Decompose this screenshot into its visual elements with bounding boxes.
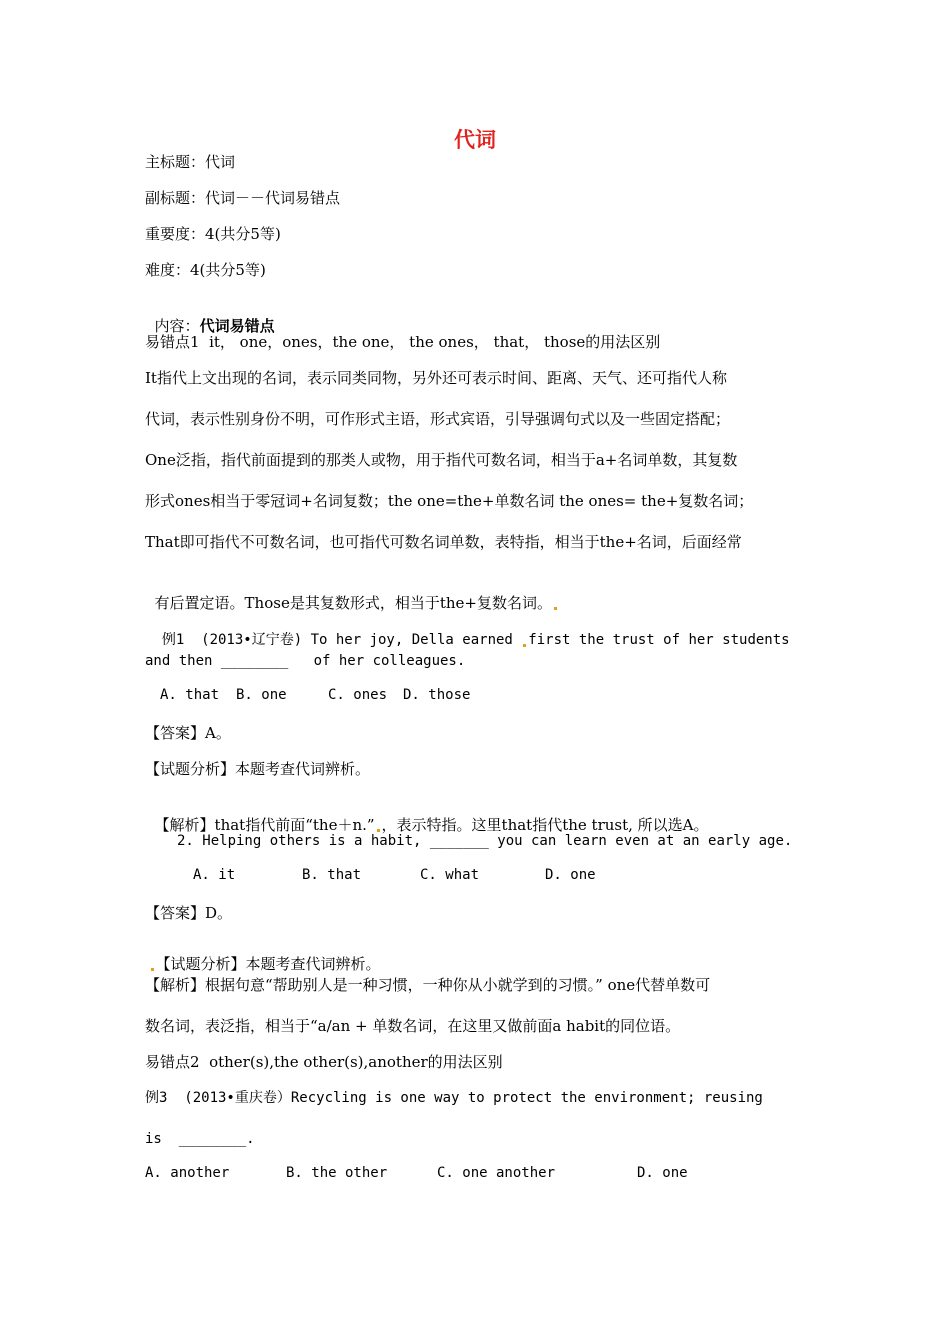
point2-heading: 易错点2 other(s),the other(s),another的用法区别	[145, 1053, 503, 1071]
example3-stem-line1: 例3 (2013•重庆卷）Recycling is one way to protect the environment; reusing	[145, 1090, 763, 1106]
example1-option-a: A. that	[160, 687, 220, 703]
marker-dot	[523, 644, 526, 647]
content-prefix: 内容：	[154, 317, 200, 335]
example1-stem	[145, 610, 790, 650]
example2-explain-line1: 【解析】根据句意“帮助别人是一种习惯，一种你从小就学到的习惯。” one代替单数可	[145, 976, 711, 994]
example3-option-a: A. another	[145, 1165, 230, 1181]
point1-line-1: It指代上文出现的名词，表示同类同物，另外还可表示时间、距离、天气、还可指代人称	[145, 369, 727, 387]
example1-option-c: C. ones	[328, 687, 388, 703]
example2-option-b: B. that	[302, 867, 362, 883]
point1-heading: 易错点1 it， one，ones，the one， the ones， that， those的用法区别	[145, 333, 661, 351]
point1-line-6	[145, 573, 559, 613]
point1-line-6-text: 有后置定语。Those是其复数形式，相当于the+复数名词。	[154, 594, 552, 612]
main-title-line: 主标题：代词	[145, 153, 236, 171]
difficulty-line: 难度：4(共分5等)	[145, 261, 266, 279]
example2-option-a: A. it	[193, 867, 236, 883]
marker-dot	[151, 968, 154, 971]
example3-stem-line2: is ________.	[145, 1131, 255, 1147]
example1-analysis: 【试题分析】本题考查代词辨析。	[145, 760, 371, 778]
example1-stem-line2: and then ________ of her colleagues.	[145, 653, 466, 669]
importance-line: 重要度：4(共分5等)	[145, 225, 281, 243]
example2-answer: 【答案】D。	[145, 904, 233, 922]
example1-stem-b: first the trust of her students	[528, 632, 790, 648]
example2-option-d: D. one	[545, 867, 596, 883]
example1-explain-a: 【解析】that指代前面“the＋n.”	[154, 816, 375, 834]
example1-explain	[145, 795, 709, 835]
example1-stem-a: 例1 (2013•辽宁卷) To her joy, Della earned	[161, 632, 522, 648]
subtitle-line: 副标题：代词－－代词易错点	[145, 189, 341, 207]
example2-explain-line2: 数名词，表泛指，相当于“a/an + 单数名词，在这里又做前面a habit的同位语。	[145, 1017, 681, 1035]
example2-option-c: C. what	[420, 867, 480, 883]
example2-analysis-text: 【试题分析】本题考查代词辨析。	[155, 955, 381, 973]
example1-option-b: B. one	[236, 687, 287, 703]
point1-line-3: One泛指，指代前面提到的那类人或物，用于指代可数名词，相当于a+名词单数，其复数	[145, 451, 738, 469]
example2-analysis	[145, 934, 381, 974]
example3-option-d: D. one	[637, 1165, 688, 1181]
example3-option-c: C. one another	[437, 1165, 556, 1181]
content-line	[145, 296, 275, 336]
point1-line-4: 形式ones相当于零冠词+名词复数；the one=the+单数名词 the ones= the+复数名词；	[145, 492, 754, 510]
example1-option-d: D. those	[403, 687, 471, 703]
document-title: 代词	[454, 128, 496, 152]
example2-stem: 2. Helping others is a habit, _______ you can learn even at an early age.	[177, 833, 793, 849]
example1-answer: 【答案】A。	[145, 724, 231, 742]
example1-explain-b: ，表示特指。这里that指代the trust, 所以选A。	[381, 816, 709, 834]
point1-line-2: 代词，表示性别身份不明，可作形式主语，形式宾语，引导强调句式以及一些固定搭配；	[145, 410, 731, 428]
example3-option-b: B. the other	[286, 1165, 388, 1181]
content-topic: 代词易错点	[199, 317, 275, 335]
point1-line-5: That即可指代不可数名词，也可指代可数名词单数，表特指，相当于the+名词，后面经常	[145, 533, 742, 551]
